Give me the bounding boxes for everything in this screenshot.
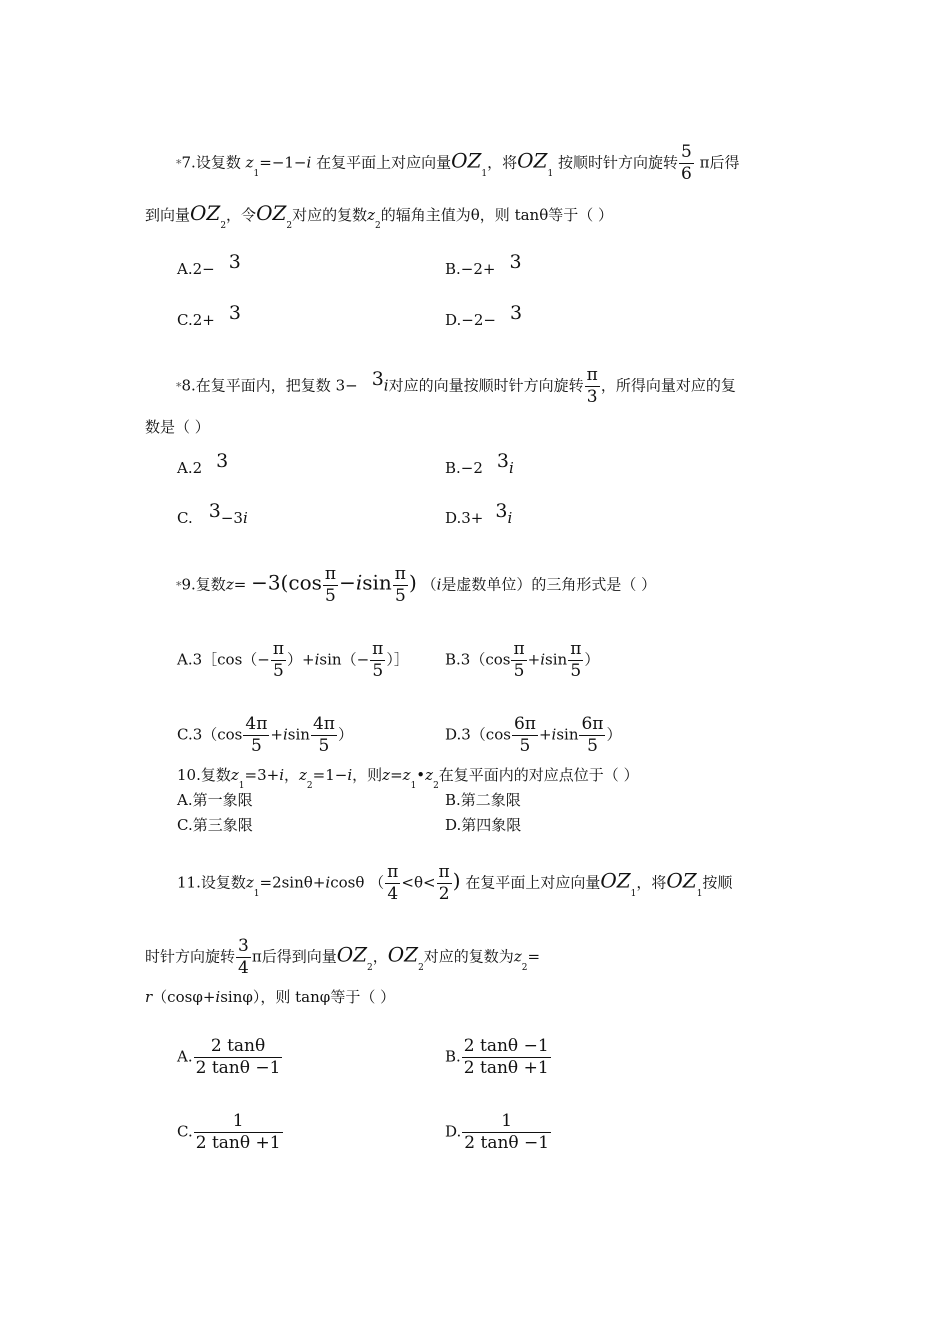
q11-text: < [401,873,414,892]
q9-expr: ) [408,570,417,595]
sqrt-radicand: 3 [495,500,508,522]
q10-i: i [279,766,284,784]
q7-z2-sub: 2 [375,221,381,231]
option-fraction [194,1038,283,1077]
q7-text: 对应的复数 [292,206,368,224]
q10-text: =1− [312,766,348,784]
frac-numerator: π [570,639,582,659]
sqrt-radicand: 3 [208,500,221,522]
q7-eq: =−1− [259,153,307,172]
option-text: + [538,725,552,744]
option-fraction [271,641,286,680]
q11-text: 11.设复数 [177,873,246,892]
q8-text: 8.在复平面内，把复数 3− [181,376,358,395]
theta-symbol: θ [303,873,313,892]
option-label: D. [445,1122,462,1141]
frac-denominator: 2 tanθ −1 [195,1058,281,1078]
q10-option-c: C.第三象限 [177,816,253,834]
frac-denominator: 5 [579,735,605,755]
vector-oz2-sub: 2 [367,962,373,973]
option-fraction [462,1038,551,1077]
option-text: ） [337,725,353,744]
sqrt-radicand: 3 [509,302,523,324]
q8-i: i [509,459,514,477]
q7-text: 设复数 [195,153,241,172]
q7-text: 按顺时针方向旋转 [557,153,678,172]
theta-symbol: θ [470,206,480,224]
q10-sub: 1 [410,781,417,791]
q11-text: （ [369,873,385,892]
frac-numerator: 6π [581,714,604,734]
q10-option-a: A.第一象限 [177,791,253,809]
q11-sub: 2 [521,962,528,973]
q10-text: 在复平面内的对应点位于（ ） [438,766,639,784]
q8-line2: 数是（ ） [145,418,210,436]
q7-z1-sub: 1 [253,168,260,179]
q11-text: 按顺 [702,873,733,892]
q7-z2: z [367,206,376,224]
option-label: A. [177,1047,193,1066]
frac-denominator: 2 tanθ +1 [463,1058,549,1078]
q8-i: i [507,509,513,527]
q7-text: 到向量 [145,206,191,224]
option-fraction [370,641,385,680]
vector-oz1: OZ [517,148,548,173]
option-text: sin [287,725,310,744]
option-fraction [568,641,583,680]
q9-option-a [177,641,409,680]
q9-line1 [176,566,656,605]
option-text: + [527,650,541,669]
option-label: D.3+ [445,509,484,527]
q11-text: =2sin [259,873,304,892]
option-fraction [579,716,605,755]
q11-text: < [422,873,436,892]
option-text: ） [606,725,622,744]
option-text: C.3（cos [177,725,243,744]
frac-denominator: 4 [385,883,400,903]
option-fraction [511,641,526,680]
q7-z1: z [245,153,254,172]
q11-text: = [527,947,541,966]
q10-option-d: D.第四象限 [445,816,522,834]
option-label: B.−2 [445,459,483,477]
q10-stem [177,765,639,791]
frac-denominator: 4 [238,958,249,978]
q8-i: i [383,376,389,395]
q8-fraction [585,367,600,406]
q7-text: 等于（ ） [548,206,614,224]
vector-oz1-sub: 1 [547,168,554,179]
q11-line3 [145,987,395,1007]
q10-z: z [425,766,434,784]
q11-option-c [177,1113,284,1152]
frac-denominator: 6 [680,164,692,184]
option-label: B. [445,1047,461,1066]
q7-option-c [177,302,241,330]
q9-expr: − [339,570,356,595]
theta-symbol: θ [355,873,365,892]
frac-numerator: 2 tanθ −1 [463,1036,549,1056]
phi-symbol: φ [242,988,253,1006]
frac-numerator: 5 [680,142,692,162]
q11-text: 时针方向旋转 [145,947,236,966]
option-text: + [270,725,283,744]
q11-sub: 1 [253,888,260,899]
option-text: B.3（cos [445,650,511,669]
frac-numerator: π [586,365,598,385]
frac-numerator: π [272,639,285,659]
q8-line1 [176,367,736,406]
q9-expr: −3(cos [251,570,322,595]
frac-denominator: 2 [437,883,452,903]
sqrt-radicand: 3 [496,450,509,472]
q10-text: = [390,766,403,784]
vector-oz2: OZ [387,942,419,967]
q9-z: z [225,575,234,594]
option-text: D.3（cos [445,725,511,744]
q7-option-d [445,302,523,330]
frac-numerator: π [372,639,384,659]
vector-oz2: OZ [190,201,221,225]
option-text: sin（− [319,650,370,669]
q11-text: 等于（ ） [330,988,396,1006]
q11-text: ，将 [636,873,667,892]
q9-i: i [551,725,557,744]
option-fraction [311,716,337,755]
option-label: C. [177,509,193,527]
q11-text: 后得到向量 [261,947,337,966]
frac-numerator: 4π [245,714,268,734]
q11-r: r [145,988,153,1006]
q10-text: 10.复数 [177,766,231,784]
vector-oz2: OZ [336,942,368,967]
q10-z: z [382,766,391,784]
option-label: B.−2+ [445,260,496,278]
q9-text: 9.复数 [181,575,226,594]
q7-line1 [176,144,739,183]
q11-z: z [513,947,522,966]
vector-oz1-sub: 1 [481,168,488,179]
option-text: sin [556,725,579,744]
q9-i: i [282,725,288,744]
q9-expr: sin [362,570,392,595]
option-label: A.2− [177,260,215,278]
frac-numerator: 3 [238,936,249,956]
q11-text: sin [220,988,243,1006]
q7-mark: * [176,157,182,171]
q7-number: 7. [181,153,196,172]
frac-numerator: π [324,564,337,584]
q8-option-d [445,500,513,528]
option-fraction [243,716,269,755]
q9-fraction [393,566,408,605]
q9-text: （ [421,575,437,594]
theta-symbol: θ [539,206,549,224]
pi-symbol: π [699,153,710,172]
frac-numerator: 1 [501,1111,513,1131]
q10-sub: 2 [306,781,313,791]
q8-option-a [177,450,229,478]
frac-denominator: 2 tanθ −1 [464,1133,550,1153]
frac-numerator: π [394,564,406,584]
q10-text: =3+ [244,766,280,784]
q11-text: ， [372,947,388,966]
q11-fraction [437,864,452,903]
q7-text: ，将 [487,153,518,172]
option-text: sin [545,650,568,669]
q11-text: + [312,873,326,892]
q11-option-b [445,1038,552,1077]
vector-oz1-sub: 1 [696,888,703,899]
option-fraction [462,1113,551,1152]
vector-oz1: OZ [451,148,482,173]
q10-text: ，则 [352,766,383,784]
q7-text: 的辐角主值为 [380,206,471,224]
frac-denominator: 5 [511,660,526,680]
vector-oz2-sub: 2 [418,962,424,973]
q10-z: z [230,766,239,784]
q11-i: i [215,988,221,1006]
q8-option-b [445,450,514,478]
option-label: D.−2− [445,311,496,329]
q7-i: i [306,153,312,172]
option-text: ） [584,650,600,669]
q9-text: 是虚数单位）的三角形式是（ ） [441,575,657,594]
q8-text: ，所得向量对应的复 [600,376,736,395]
q10-z: z [299,766,307,784]
frac-numerator: 1 [232,1111,244,1131]
option-text: ）+ [287,650,315,669]
q10-i: i [347,766,353,784]
frac-denominator: 5 [568,660,583,680]
vector-oz1: OZ [666,868,697,893]
frac-numerator: π [387,862,399,882]
sqrt-radicand: 3 [216,450,229,472]
q7-text: ，令 [226,206,257,224]
q7-option-b [445,251,522,279]
q11-line1 [177,864,732,903]
option-text: A.3［cos（− [177,650,270,669]
frac-denominator: 2 tanθ +1 [195,1133,281,1153]
q11-z: z [245,873,254,892]
phi-symbol: φ [319,988,331,1006]
q9-option-c [177,716,353,755]
option-fraction [512,716,538,755]
theta-symbol: θ [413,873,423,892]
option-tail: −3 [220,509,243,527]
q11-text: （cos [152,988,193,1006]
frac-denominator: 5 [393,585,408,605]
q10-sub: 1 [238,781,245,791]
frac-numerator: π [513,639,525,659]
frac-denominator: 5 [243,735,269,755]
q9-i: i [355,570,363,595]
frac-denominator: 5 [311,735,337,755]
option-text: ）］ [386,650,409,669]
q8-mark: * [176,380,182,394]
q11-text: ），则 tan [252,988,320,1006]
frac-numerator: 6π [513,714,536,734]
q11-text: + [202,988,216,1006]
q10-dot: • [416,766,426,784]
frac-denominator: 5 [271,660,286,680]
q7-option-a [177,251,241,279]
sqrt-radicand: 3 [371,367,384,390]
q11-text: 在复平面上对应向量 [465,873,601,892]
pi-symbol: π [251,947,262,966]
sqrt-radicand: 3 [228,302,241,324]
q9-mark: * [176,579,182,593]
q11-fraction [236,938,251,977]
q8-text: 对应的向量按顺时针方向旋转 [388,376,584,395]
phi-symbol: φ [192,988,203,1006]
q10-option-b: B.第二象限 [445,791,521,809]
frac-denominator: 5 [323,585,338,605]
vector-oz2-sub: 2 [286,221,293,231]
q9-option-b [445,641,599,680]
sqrt-radicand: 3 [228,251,241,273]
q11-fraction [385,864,400,903]
vector-oz2-sub: 2 [220,221,227,231]
q8-i: i [242,509,248,527]
q11-i: i [325,873,331,892]
q9-i: i [436,575,442,594]
frac-denominator: 5 [370,660,385,680]
q10-text: ， [284,766,300,784]
q7-fraction [679,144,694,183]
q7-text: 在复平面上对应向量 [316,153,452,172]
option-label: C. [177,1122,193,1141]
q11-text: ) [452,868,461,893]
q11-text: cos [330,873,356,892]
vector-oz2: OZ [256,201,287,225]
option-label: C.2+ [177,311,215,329]
q10-z: z [402,766,411,784]
q9-eq: = [233,575,247,594]
sqrt-radicand: 3 [509,251,522,273]
frac-numerator: 2 tanθ [210,1036,266,1056]
q11-option-a [177,1038,283,1077]
option-fraction [194,1113,283,1152]
q11-option-d [445,1113,552,1152]
q9-option-d [445,716,622,755]
frac-numerator: π [438,862,450,882]
q7-text: 后得 [709,153,740,172]
frac-denominator: 5 [512,735,538,755]
option-label: A.2 [177,459,203,477]
frac-numerator: 4π [312,714,335,734]
q7-line2 [145,201,614,231]
q10-sub: 2 [433,781,439,791]
frac-denominator: 3 [585,386,600,406]
q7-text: ，则 tan [479,206,540,224]
q9-i: i [314,650,320,669]
q11-text: 对应的复数为 [423,947,514,966]
q9-fraction [323,566,338,605]
q8-option-c [177,500,248,528]
q9-i: i [540,650,546,669]
vector-oz1: OZ [600,868,631,893]
q11-line2 [145,938,540,977]
vector-oz1-sub: 1 [630,888,637,899]
